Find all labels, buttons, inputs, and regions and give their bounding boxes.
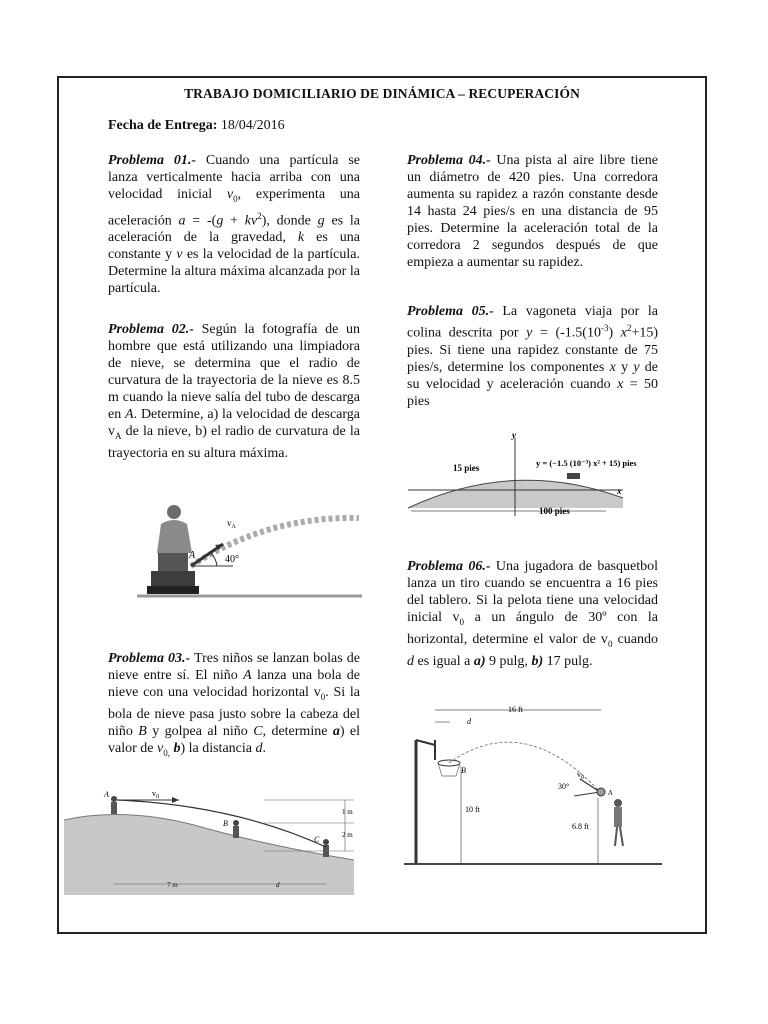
fig6-16ft: 16 ft (508, 705, 523, 714)
fig3-7m: 7 m (167, 881, 178, 889)
problema-06-heading: Problema 06.- (407, 559, 491, 574)
snowball-figure (64, 785, 364, 895)
problema-06: Problema 06.- Una jugadora de basquetbol lanza un tiro cuando se encuentra a 16 pies del tablero. Si la pelota tiene una velocidad inicial $v_0$ a un ángulo de 30º con la horizontal, determine el valor de $v_0$ cuando d es igual a a) 9 pulg, b) 17 pulg. (407, 559, 658, 669)
snowblower-figure (137, 498, 362, 604)
fig3-d: d (276, 881, 280, 889)
basketball-icon (597, 788, 605, 796)
child-C (323, 839, 329, 857)
child-B (233, 820, 239, 838)
child-A (111, 796, 117, 814)
vA-label: $v_A$ (227, 518, 236, 530)
fig5-axis-x: x (617, 486, 622, 496)
fig5-axis-y: y (512, 430, 516, 440)
problema-05-heading: Problema 05.- (407, 304, 494, 319)
problema-01-heading: Problema 01.- (108, 153, 197, 168)
fig5-100pies: 100 pies (539, 506, 570, 516)
fig3-1m: 1 m (342, 808, 353, 816)
page-title: TRABAJO DOMICILIARIO DE DINÁMICA – RECUPERACIÓN (184, 86, 580, 101)
problema-01: Problema 01.- Cuando una partícula se lanza verticalmente hacia arriba con una velocidad inicial $v_0$, experimenta una aceleración $a = -(g + kv^2)$, donde g es la aceleración de la gravedad, k es una constante y v es la velocidad de la partícula. Determine la altura máxima alcanzada por la partícula. (108, 153, 360, 297)
fig3-label-A: A (104, 790, 109, 799)
problema-04-heading: Problema 04.- (407, 153, 491, 168)
fig6-A: A (608, 789, 613, 797)
problema-02-heading: Problema 02.- (108, 322, 194, 337)
fig3-v0: $v_0$ (152, 789, 159, 800)
problema-05: Problema 05.- La vagoneta viaja por la colina descrita por $y = (-1.5(10^{-3})$ $x^2+15$) pies. Si tiene una rapidez constante de 75 pies/s, determine los componentes x y y de su velocidad y aceleración cuando x = 50 pies (407, 304, 659, 409)
fig3-2m: 2 m (342, 831, 353, 839)
fig6-6-8ft: 6.8 ft (572, 822, 589, 831)
player-silhouette (614, 799, 623, 846)
problema-02: Problema 02.- Según la fotografía de un hombre que está utilizando una limpiadora de nieve, se determina que el radio de curvatura de la trayectoria de la nieve es 8.5 m cuando la nieve salía del tubo de descarga en A. Determine, a) la velocidad de descarga $v_A$ de la nieve, b) el radio de curvatura de la trayectoria en su altura máxima. (108, 322, 361, 461)
fig6-d: d (467, 717, 471, 726)
fig6-30deg: 30° (558, 782, 570, 791)
problema-03-heading: Problema 03.- (108, 651, 191, 666)
problema-03: Problema 03.- Tres niños se lanzan bolas de nieve entre sí. El niño A lanza una bola de nieve con una velocidad horizontal $v_0$. Si la bola de nieve pasa justo sobre la cabeza del niño B y golpea al niño C, determine a) el valor de $v_{0,}$ b) la distancia d. (108, 651, 361, 758)
basketball-figure (404, 700, 662, 866)
fig6-v0: $v_0$ (577, 770, 584, 781)
point-A-label: A (189, 550, 196, 561)
wagon-icon (567, 473, 580, 479)
fig5-15pies: 15 pies (453, 463, 480, 473)
fig3-label-B: B (223, 819, 228, 828)
fecha-label: Fecha de Entrega: (108, 118, 218, 133)
hill-figure (403, 428, 673, 520)
fecha-value: 18/04/2016 (220, 118, 285, 133)
fig3-label-C: C (314, 835, 320, 844)
fecha-entrega (108, 118, 285, 134)
problema-04: Problema 04.- Una pista al aire libre tiene un diámetro de 420 pies. Una corredora aumenta su rapidez a razón constante desde 14 hasta 24 pies/s en una distancia de 95 pies. Determine la aceleración total de la corredora 2 segundos después de que empieza a aumentar su rapidez. (407, 153, 658, 270)
fig5-equation: y = (−1.5 (10⁻³) x² + 15) pies (536, 458, 637, 468)
fig6-B: B (461, 766, 466, 775)
fig6-10ft: 10 ft (465, 805, 480, 814)
angle-40-label: 40° (225, 554, 239, 565)
